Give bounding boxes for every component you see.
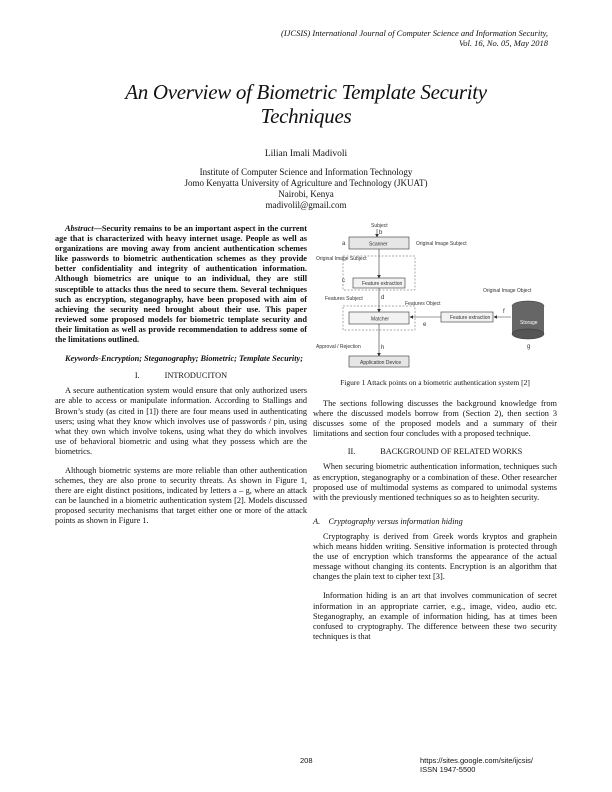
figure-caption: Figure 1 Attack points on a biometric authentication system [2] xyxy=(340,378,530,387)
title-line-1: An Overview of Biometric Template Security xyxy=(125,80,487,104)
abstract-text: Security remains to be an important aspect in the current age that is characterized with heavy internet usage. People as well as organizations are moving away from ancient authentication schemes like passwords to biometric authentication schemes as they provide better confidentiality and integrity of authentication information. Although biometrics are unique to an individual, they are still susceptible to attacks thus the need to secure them. Several techniques such as encryption, steganography, have been proposed with aim of achieving the security need brought about their use. This paper reviewed some proposed models for biometric template security and their limitation as well as provide recommendation to address some of the limitations outlined. xyxy=(55,224,307,345)
journal-line-1: (IJCSIS) International Journal of Computer Science and Information Security, xyxy=(281,28,548,38)
left-column xyxy=(55,224,307,527)
affiliation xyxy=(0,167,612,211)
fig-label-features-object: Features Object xyxy=(405,301,441,307)
abstract xyxy=(55,224,307,345)
background-paragraph: When securing biometric authentication information, techniques such as encryption, steganography or a combination of these. Other researcher proposed use of multimodal systems as compared to unimodal systems with the previously mentioned techniques so as to heighten security. xyxy=(313,462,557,502)
section-heading-background: II. BACKGROUND OF RELATED WORKS xyxy=(347,447,523,457)
footer-issn: ISSN 1947-5500 xyxy=(420,765,476,774)
fig-point-c: c xyxy=(342,278,345,284)
affiliation-city: Nairobi, Kenya xyxy=(278,189,334,199)
fig-point-h: h xyxy=(381,345,385,351)
fig-label-scanner: Scanner xyxy=(369,241,388,248)
fig-point-g: g xyxy=(527,344,531,350)
cryptography-paragraph-2: Information hiding is an art that involves communication of secret information in an appropriate carrier, e.g., image, video, audio etc. Steganography, an example of information hiding, has at times been confused to cryptography. The difference between these two security techniques is that xyxy=(313,591,557,641)
fig-label-feature-extraction: Feature extraction xyxy=(362,281,403,287)
fig-point-f: f xyxy=(503,309,505,315)
fig-label-application-device: Application Device xyxy=(360,360,402,366)
keywords xyxy=(55,354,307,364)
affiliation-email: madivolil@gmail.com xyxy=(265,200,347,210)
affiliation-institute: Institute of Computer Science and Information Technology xyxy=(199,167,413,177)
subsection-heading-cryptography: A. Cryptography versus information hiding xyxy=(313,516,463,526)
sections-overview-paragraph: The sections following discusses the background knowledge from where the discussed models borrow from (Section 2), then section 3 discusses some of the proposed models and a summary of their limitations and section four concludes with a proposed technique. xyxy=(313,399,557,439)
right-column xyxy=(313,399,557,642)
fig-point-b: b xyxy=(379,230,383,236)
fig-point-a: a xyxy=(342,241,346,247)
author-name: Lilian Imali Madivoli xyxy=(264,149,348,159)
page-number: 208 xyxy=(300,756,313,765)
fig-label-matcher: Matcher xyxy=(371,316,390,323)
fig-point-e: e xyxy=(423,322,427,328)
figure-attack-points xyxy=(313,218,557,376)
footer-url: https://sites.google.com/site/ijcsis/ xyxy=(420,756,533,765)
section-heading-introduction: I. INTRODUCITON xyxy=(134,371,228,381)
cryptography-paragraph-1: Cryptography is derived from Greek words kryptos and graphein which means hidden writing. Sensitive information is protected through the use of encryption which transforms the appearance of the actual message without changing its contents. Encryption is an algorithm that changes the plain text to cipher text [3]. xyxy=(313,531,557,582)
fig-label-original-image-subject-left: Original Image Subject xyxy=(316,256,367,262)
paper-title xyxy=(60,80,552,128)
footer-links xyxy=(420,756,533,774)
fig-label-storage: Storage xyxy=(520,320,538,326)
fig-label-original-image-subject-right: Original Image Subject xyxy=(416,241,467,247)
intro-paragraph-2: Although biometric systems are more reliable than other authentication schemes, they are also prone to security threats. As shown in Figure 1, there are eight distinct positions, indicated by letters a – g, where an attack can be launched in a biometric authentication system [2]. Models discussed proposed security mechanisms that target either one or more of the attack points as shown in Figure 1. xyxy=(55,465,307,526)
fig-point-d: d xyxy=(381,295,385,301)
intro-paragraph-1: A secure authentication system would ensure that only authorized users are able to access or manipulate information. According to Stallings and Brown’s study (as cited in [1]) there are four means used in authenticating users; using what they know which involves use of passwords / pin, using what they own which involve tokens, using what they do which involves use of behavioral biometric and using what they possess which are the biometrics. xyxy=(55,386,307,456)
keywords-text: Encryption; Steganography; Biometric; Template Security; xyxy=(100,354,303,364)
keywords-label: Keywords- xyxy=(65,354,101,364)
fig-label-feature-extraction-right: Feature extraction xyxy=(450,315,491,321)
fig-label-approval: Approval / Rejection xyxy=(316,344,361,350)
fig-label-subject: Subject xyxy=(371,223,388,229)
journal-header xyxy=(281,28,548,48)
fig-storage-bottom xyxy=(512,329,544,339)
fig-label-original-image-object: Original Image Object xyxy=(483,288,532,294)
journal-line-2: Vol. 16, No. 05, May 2018 xyxy=(458,38,548,48)
abstract-label: Abstract— xyxy=(65,224,102,233)
title-line-2: Techniques xyxy=(260,104,352,128)
affiliation-university: Jomo Kenyatta University of Agriculture and Technology (JKUAT) xyxy=(184,178,428,188)
fig-label-features-subject: Features Subject xyxy=(325,296,363,302)
